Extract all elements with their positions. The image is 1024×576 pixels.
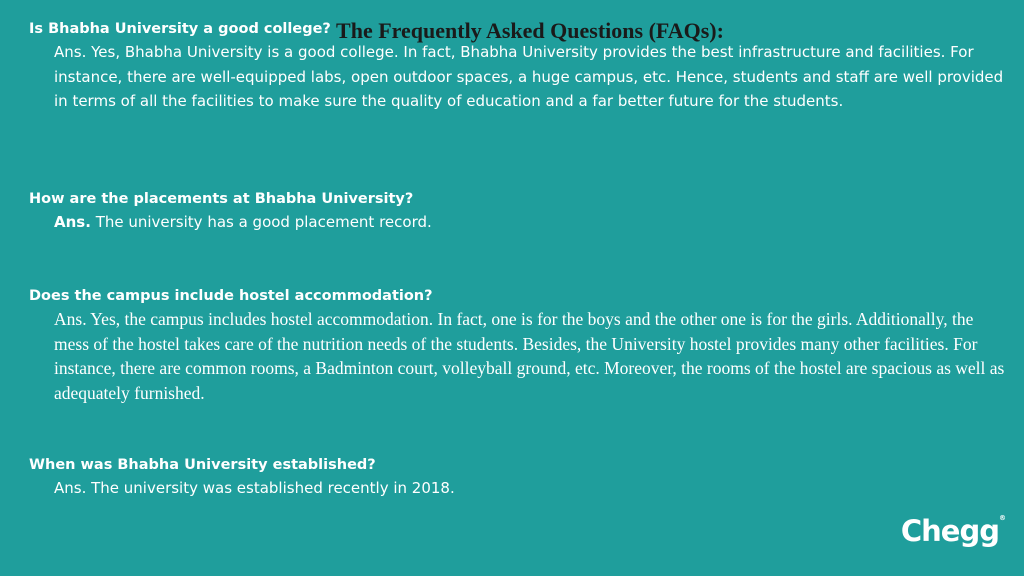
faq-answer: Ans. The university was established recently in 2018. [54, 479, 455, 497]
answer-text: The university has a good placement record. [90, 213, 432, 231]
faq-question: Is Bhabha University a good college? [29, 21, 331, 37]
faq-item [29, 454, 1009, 501]
logo-text: Chegg [900, 514, 999, 548]
faq-item [29, 18, 1009, 114]
answer-lead: Ans. [54, 213, 91, 231]
faq-answer: Ans. Yes, the campus includes hostel accommodation. In fact, one is for the boys and the other one is for the girls. Additionally, the mess of the hostel takes care of the nutrition needs of the students. Besides, the University hostel provides many other facilities. For instance, there are common rooms, a Badminton court, volleyball ground, etc. Moreover, the rooms of the hostel are spacious as well as adequately furnished. [54, 309, 1005, 403]
page-title: The Frequently Asked Questions (FAQs): [336, 18, 724, 43]
faq-answer [54, 210, 1009, 235]
faq-answer: Ans. Yes, Bhabha University is a good college. In fact, Bhabha University provides the best infrastructure and facilities. For instance, there are well-equipped labs, open outdoor spaces, a huge campus, etc. Hence, students and staff are well provided in terms of all the facilities to make sure the quality of education and a far better future for the students. [54, 43, 1004, 110]
faq-item [29, 188, 1009, 235]
registered-mark: ® [999, 514, 1006, 522]
faq-item [29, 285, 1009, 405]
faq-question: Does the campus include hostel accommodation? [29, 288, 433, 304]
chegg-logo [901, 514, 1006, 548]
faq-question: How are the placements at Bhabha University? [29, 191, 414, 207]
faq-question: When was Bhabha University established? [29, 457, 376, 473]
